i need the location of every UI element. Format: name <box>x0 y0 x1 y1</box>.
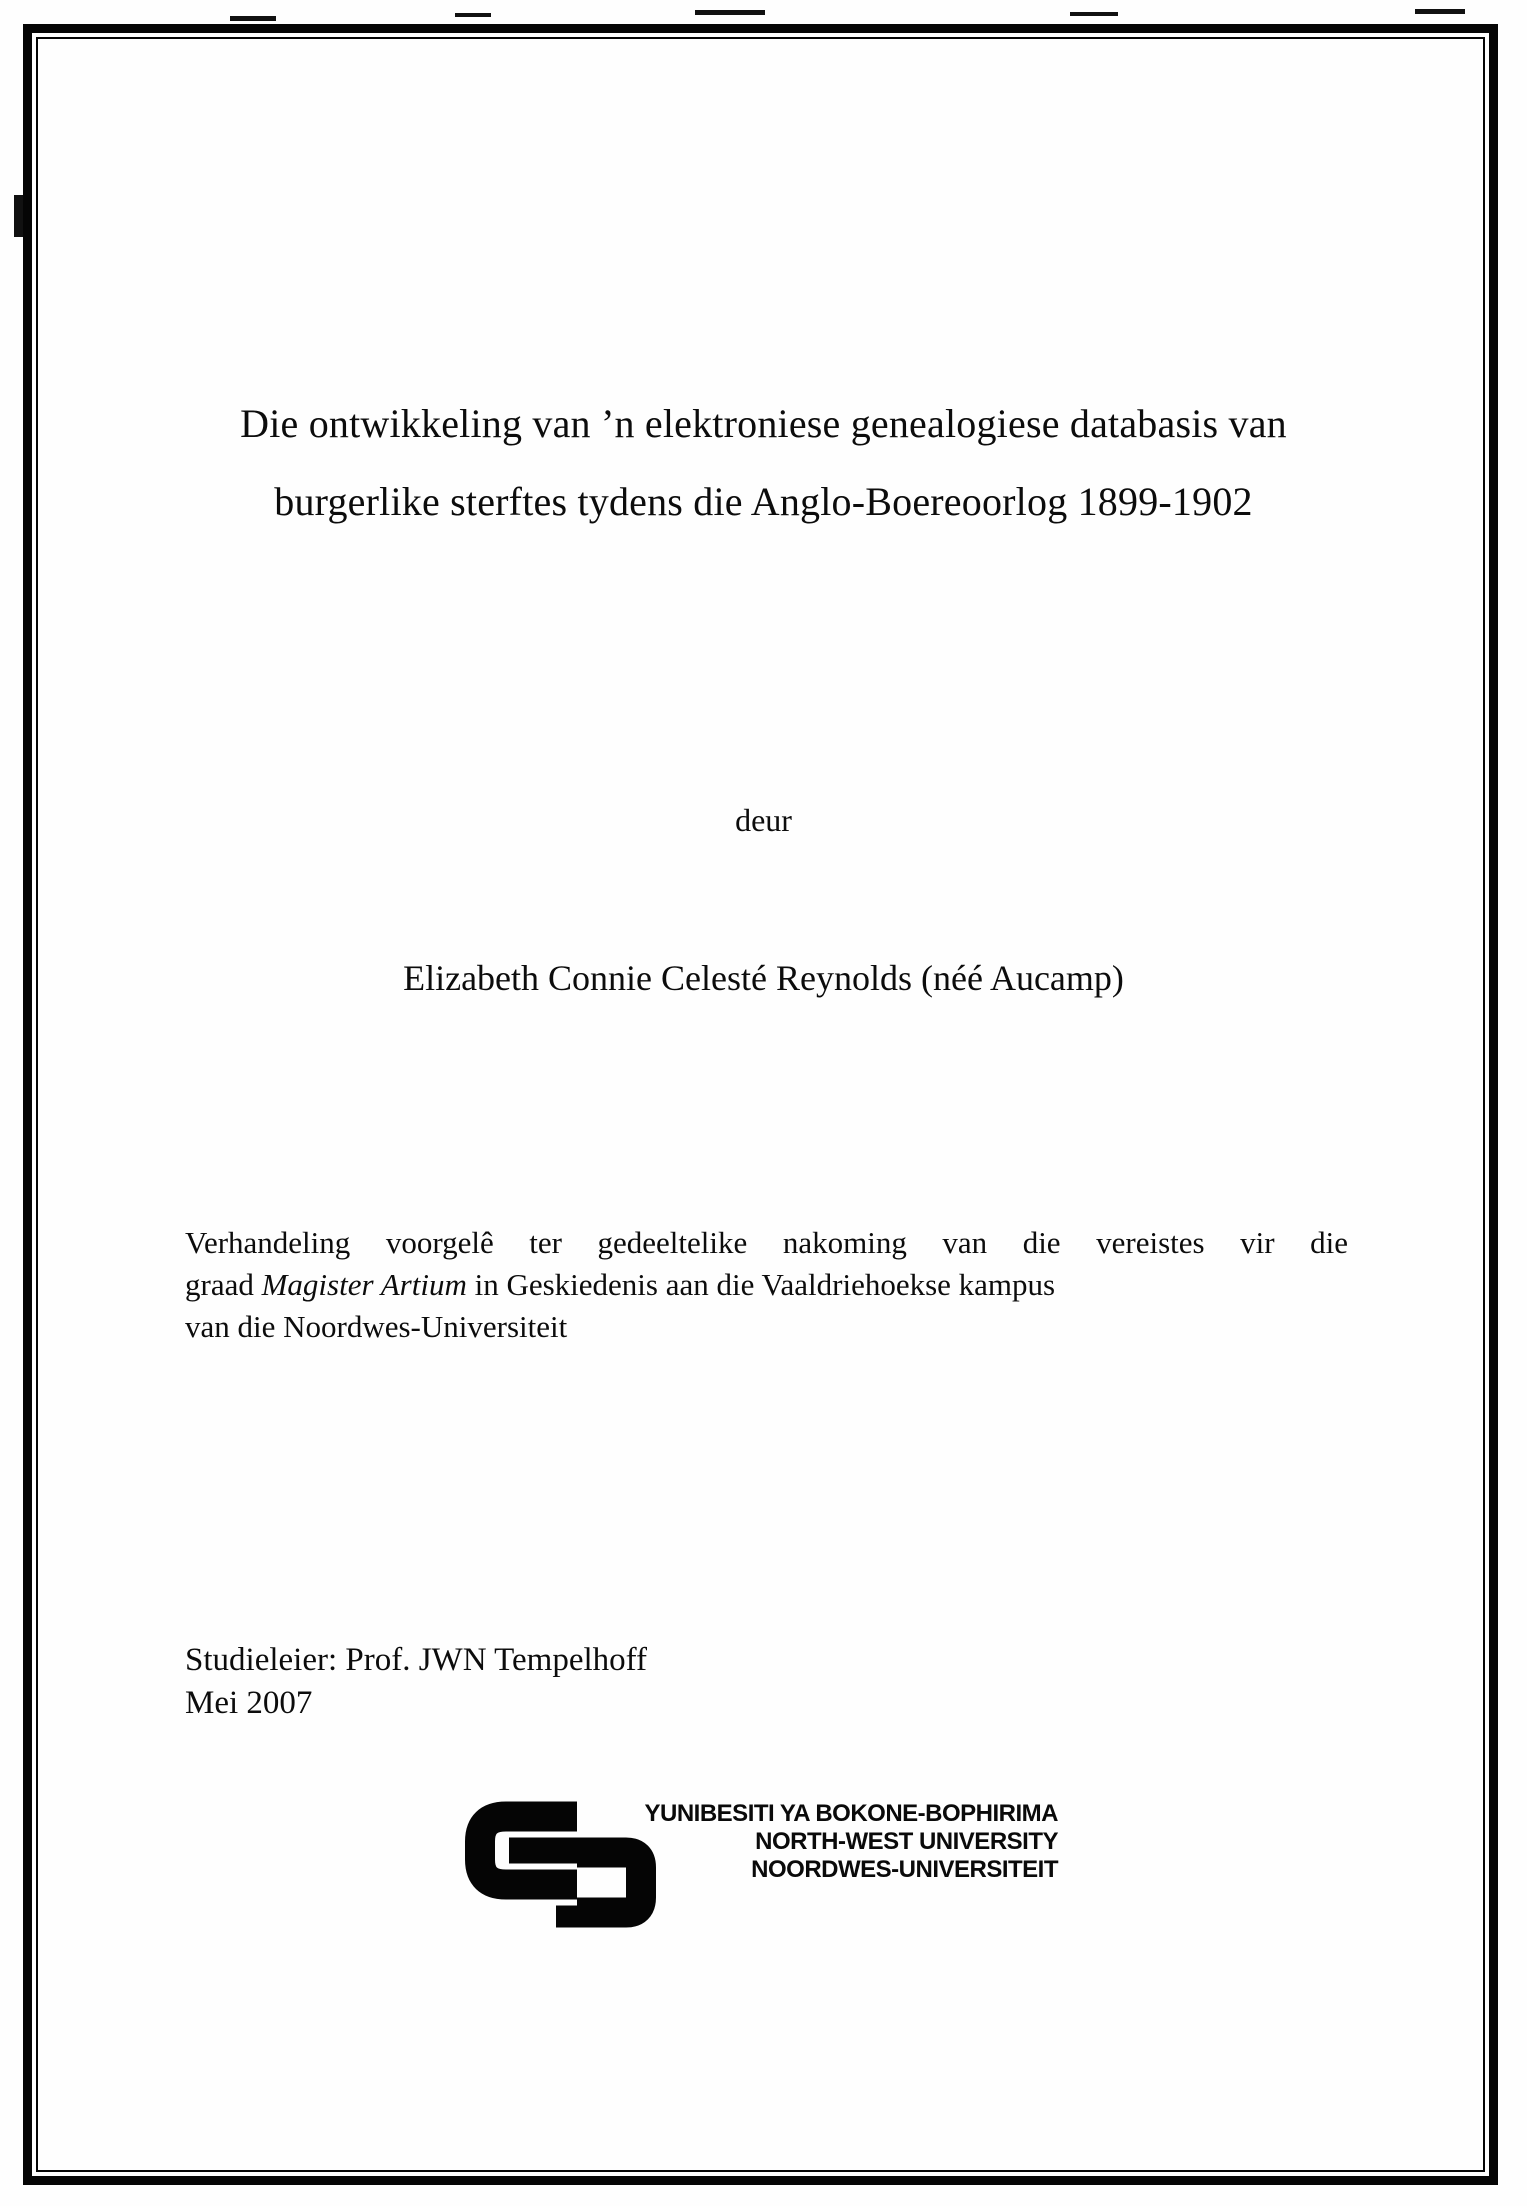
degree-line2-post: in Geskiedenis aan die Vaaldriehoekse kampus <box>466 1267 1056 1302</box>
degree-statement-line2 <box>185 1264 1348 1306</box>
scan-noise <box>455 13 491 17</box>
scan-noise <box>1070 12 1118 16</box>
nwu-logo-wordmark <box>558 1800 1058 1884</box>
thesis-title <box>90 385 1437 541</box>
degree-line2-pre: graad <box>185 1267 262 1302</box>
scan-noise <box>695 10 765 15</box>
nwu-logo-line2: NORTH-WEST UNIVERSITY <box>755 1828 1058 1855</box>
degree-statement-line3: van die Noordwes-Universiteit <box>185 1309 568 1344</box>
date-line: Mei 2007 <box>185 1685 313 1721</box>
thesis-title-line2: burgerlike sterftes tydens die Anglo-Boereoorlog 1899-1902 <box>274 479 1253 524</box>
degree-statement-line1: Verhandeling voorgelê ter gedeeltelike nakoming van die vereistes vir die <box>185 1225 1348 1260</box>
scan-noise <box>230 16 276 21</box>
degree-line2-italic: Magister Artium <box>261 1267 467 1302</box>
nwu-logo-line3: NOORDWES-UNIVERSITEIT <box>751 1856 1058 1883</box>
thesis-title-line1: Die ontwikkeling van ’n elektroniese genealogiese databasis van <box>240 401 1287 446</box>
supervisor-line: Studieleier: Prof. JWN Tempelhoff <box>185 1642 648 1678</box>
author-name: Elizabeth Connie Celesté Reynolds (néé Aucamp) <box>403 958 1124 998</box>
byline-label: deur <box>735 802 792 838</box>
nwu-logo-line1: YUNIBESITI YA BOKONE-BOPHIRIMA <box>644 1800 1058 1827</box>
degree-statement <box>185 1222 1348 1348</box>
scan-noise <box>1415 9 1465 14</box>
supervisor-block <box>185 1639 647 1725</box>
